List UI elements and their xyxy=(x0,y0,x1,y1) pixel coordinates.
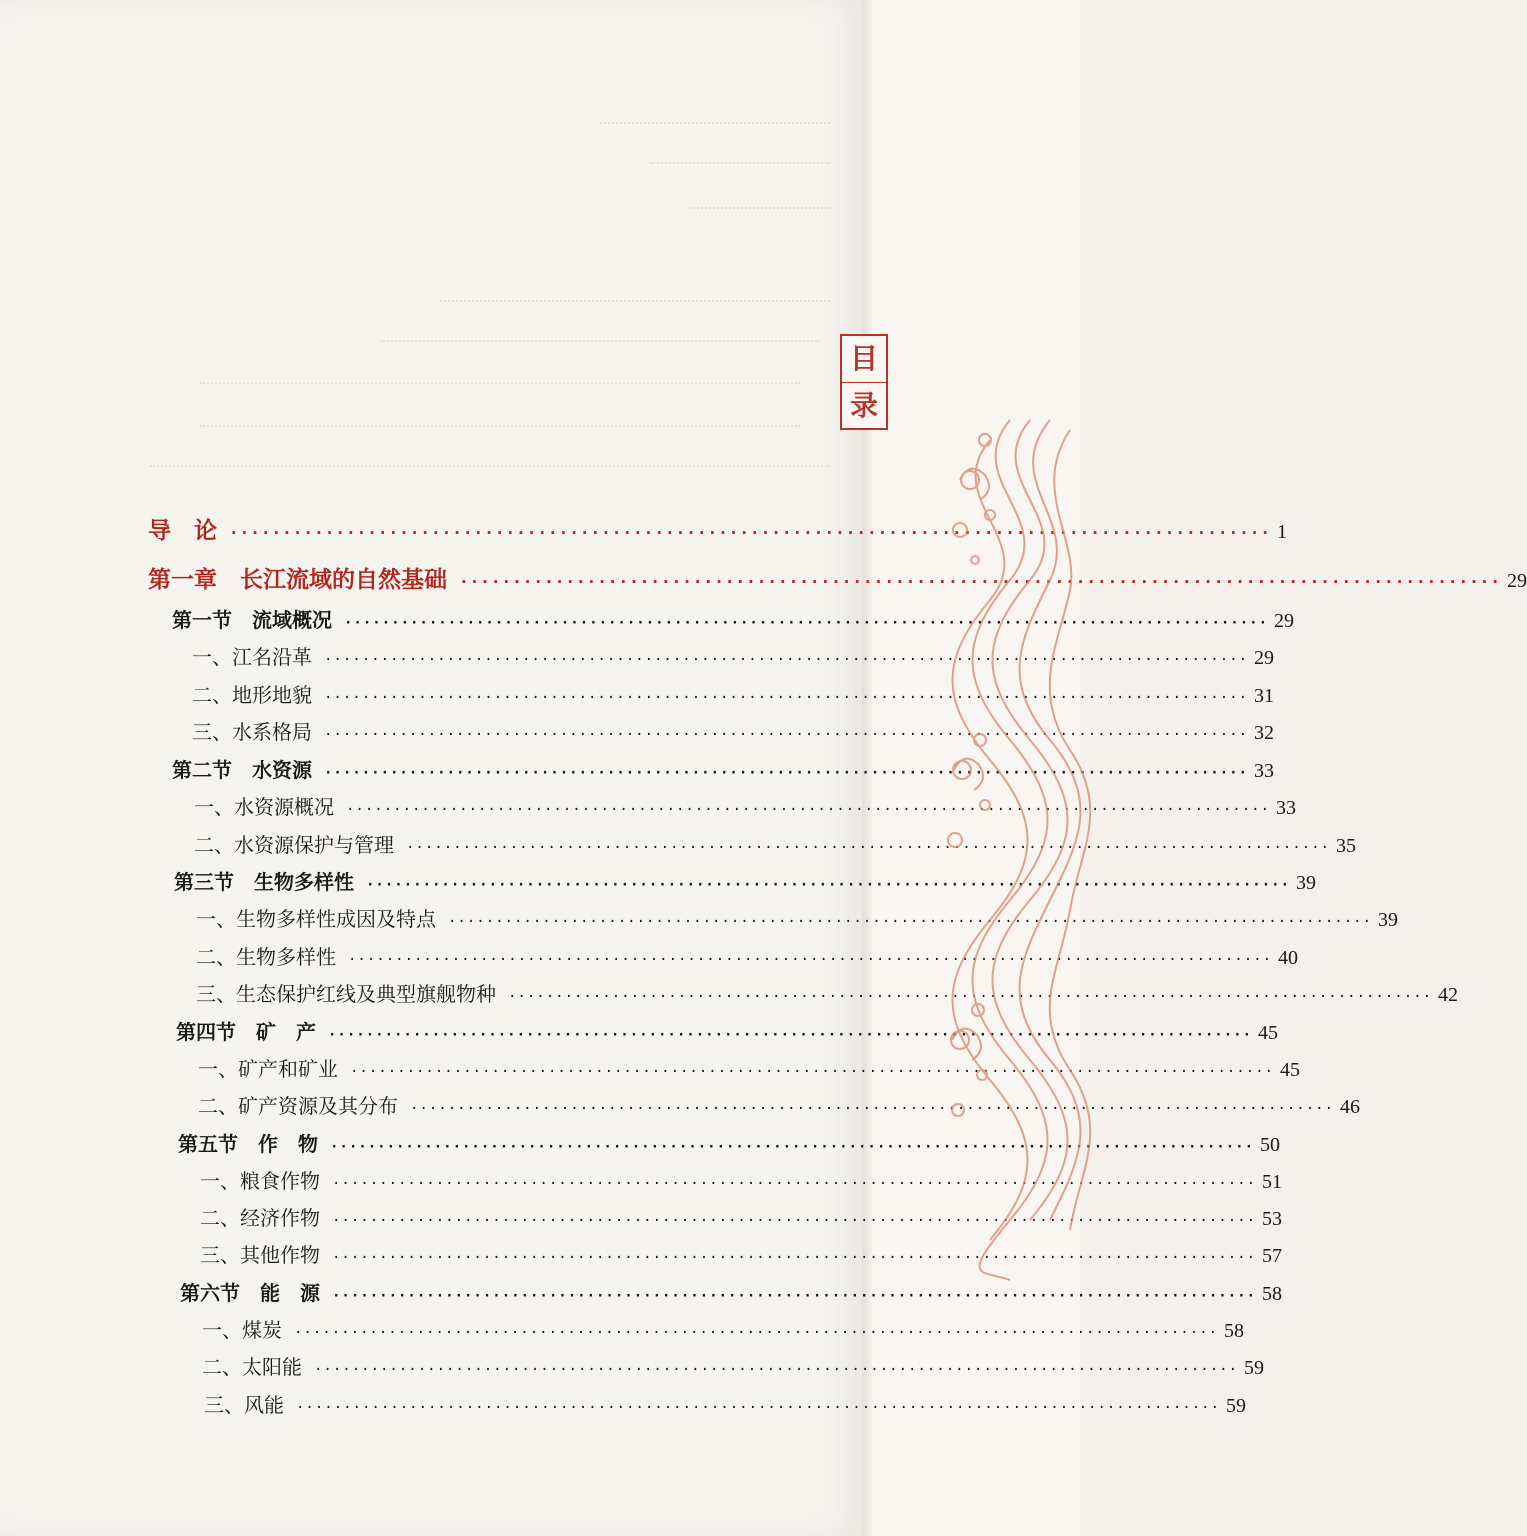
toc-label: 一、生物多样性成因及特点 xyxy=(196,907,436,931)
toc-entry-subsection[interactable] xyxy=(204,1389,1247,1418)
toc-entry-subsection[interactable] xyxy=(196,941,1299,970)
leader-dots: ·································································································· xyxy=(350,1064,1275,1080)
leader-dots: ·································································································· xyxy=(348,952,1273,968)
leader-dots: ·································································································· xyxy=(332,1176,1257,1192)
leader-dots: ·································································································· xyxy=(324,652,1249,668)
toc-label: 二、经济作物 xyxy=(200,1206,320,1230)
leader-dots: ·································································································· xyxy=(328,1027,1253,1043)
page-number: 29 xyxy=(1274,610,1295,632)
page-number: 33 xyxy=(1254,760,1275,782)
leader-dots: ·································································································· xyxy=(344,615,1269,631)
leader-dots: ·································································································· xyxy=(366,877,1291,893)
page-number: 45 xyxy=(1280,1059,1301,1081)
seal-char-lu: 录 xyxy=(849,389,878,422)
page-number: 51 xyxy=(1262,1171,1283,1193)
toc-entry-section[interactable] xyxy=(172,754,1275,783)
toc-entry-section[interactable] xyxy=(172,604,1295,633)
page-number: 53 xyxy=(1262,1208,1283,1230)
toc-entry-section[interactable] xyxy=(178,1128,1281,1157)
toc-label: 导 论 xyxy=(148,517,217,544)
leader-dots: ·································································································· xyxy=(448,914,1373,930)
toc-entry-subsection[interactable] xyxy=(192,679,1275,708)
toc-entry-subsection[interactable] xyxy=(196,903,1399,932)
seal-char-mu: 目 xyxy=(849,342,878,375)
toc-entry-section[interactable] xyxy=(176,1016,1279,1045)
toc-label: 二、水资源保护与管理 xyxy=(194,833,394,857)
toc-label: 第五节 作 物 xyxy=(178,1132,318,1156)
toc-label: 一、煤炭 xyxy=(202,1318,282,1342)
toc-entry-subsection[interactable] xyxy=(200,1202,1283,1231)
page-number: 33 xyxy=(1276,797,1297,819)
toc-entry-subsection[interactable] xyxy=(198,1090,1361,1119)
toc-entry-subsection[interactable] xyxy=(192,716,1275,745)
page-number: 29 xyxy=(1507,570,1527,592)
toc-label: 二、生物多样性 xyxy=(196,945,336,969)
contents-seal xyxy=(840,334,888,430)
toc-entry-subsection[interactable] xyxy=(202,1314,1245,1343)
page-number: 40 xyxy=(1278,947,1299,969)
toc-label: 第一节 流域概况 xyxy=(172,608,332,632)
toc-entry-subsection[interactable] xyxy=(200,1165,1283,1194)
toc-label: 二、太阳能 xyxy=(202,1355,302,1379)
leader-dots: ·································································································· xyxy=(346,802,1271,818)
toc-entry-subsection[interactable] xyxy=(192,641,1275,670)
page-number: 50 xyxy=(1260,1134,1281,1156)
toc-label: 第一章 长江流域的自然基础 xyxy=(148,566,447,593)
toc-label: 三、生态保护红线及典型旗舰物种 xyxy=(196,982,496,1006)
page-number: 1 xyxy=(1277,521,1288,543)
leader-dots: ·································································································· xyxy=(410,1101,1335,1117)
leader-dots: ·································································································· xyxy=(324,690,1249,706)
leader-dots: ·································································································· xyxy=(324,727,1249,743)
leader-dots: ·································································································· xyxy=(229,523,1272,542)
page-number: 35 xyxy=(1336,835,1357,857)
toc-label: 三、风能 xyxy=(204,1393,284,1417)
toc-entry-section[interactable] xyxy=(174,866,1317,895)
leader-dots: ·································································································· xyxy=(332,1213,1257,1229)
page-number: 29 xyxy=(1254,647,1275,669)
leader-dots: ·································································································· xyxy=(330,1139,1255,1155)
toc-label: 三、水系格局 xyxy=(192,720,312,744)
toc-label: 二、地形地貌 xyxy=(192,683,312,707)
page-number: 58 xyxy=(1224,1320,1245,1342)
page-number: 58 xyxy=(1262,1283,1283,1305)
page-number: 45 xyxy=(1258,1022,1279,1044)
toc-label: 三、其他作物 xyxy=(200,1243,320,1267)
page-number: 59 xyxy=(1226,1395,1247,1417)
leader-dots: ·································································································· xyxy=(296,1400,1221,1416)
wave-pattern-icon xyxy=(940,420,1080,1280)
page-number: 39 xyxy=(1378,909,1399,931)
toc-entry-subsection[interactable] xyxy=(194,829,1357,858)
page-number: 39 xyxy=(1296,872,1317,894)
toc-label: 第四节 矿 产 xyxy=(176,1020,316,1044)
page-number: 57 xyxy=(1262,1245,1283,1267)
toc-entry-chapter-1[interactable] xyxy=(148,561,1527,594)
page-number: 59 xyxy=(1244,1357,1265,1379)
page-number: 31 xyxy=(1254,685,1275,707)
leader-dots: ·································································································· xyxy=(332,1250,1257,1266)
leader-dots: ·································································································· xyxy=(406,840,1331,856)
leader-dots: ·································································································· xyxy=(332,1288,1257,1304)
toc-entry-subsection[interactable] xyxy=(194,791,1297,820)
leader-dots: ·································································································· xyxy=(314,1362,1239,1378)
leader-dots: ·································································································· xyxy=(294,1325,1219,1341)
toc-entry-intro[interactable] xyxy=(148,512,1288,545)
toc-label: 一、江名沿革 xyxy=(192,645,312,669)
toc-entry-subsection[interactable] xyxy=(200,1239,1283,1268)
page-number: 32 xyxy=(1254,722,1275,744)
toc-entry-subsection[interactable] xyxy=(198,1053,1301,1082)
toc-label: 二、矿产资源及其分布 xyxy=(198,1094,398,1118)
toc-label: 一、水资源概况 xyxy=(194,795,334,819)
toc-entry-subsection[interactable] xyxy=(196,978,1459,1007)
toc-label: 一、粮食作物 xyxy=(200,1169,320,1193)
page-number: 46 xyxy=(1340,1096,1361,1118)
toc-entry-section[interactable] xyxy=(180,1277,1283,1306)
leader-dots: ·································································································· xyxy=(508,989,1433,1005)
page-number: 42 xyxy=(1438,984,1459,1006)
leader-dots: ·································································································· xyxy=(324,765,1249,781)
toc-label: 一、矿产和矿业 xyxy=(198,1057,338,1081)
toc-label: 第六节 能 源 xyxy=(180,1281,320,1305)
toc-label: 第三节 生物多样性 xyxy=(174,870,354,894)
leader-dots: ·································································································· xyxy=(459,572,1502,591)
toc-label: 第二节 水资源 xyxy=(172,758,312,782)
bleed-through-text xyxy=(0,0,862,520)
toc-entry-subsection[interactable] xyxy=(202,1351,1265,1380)
